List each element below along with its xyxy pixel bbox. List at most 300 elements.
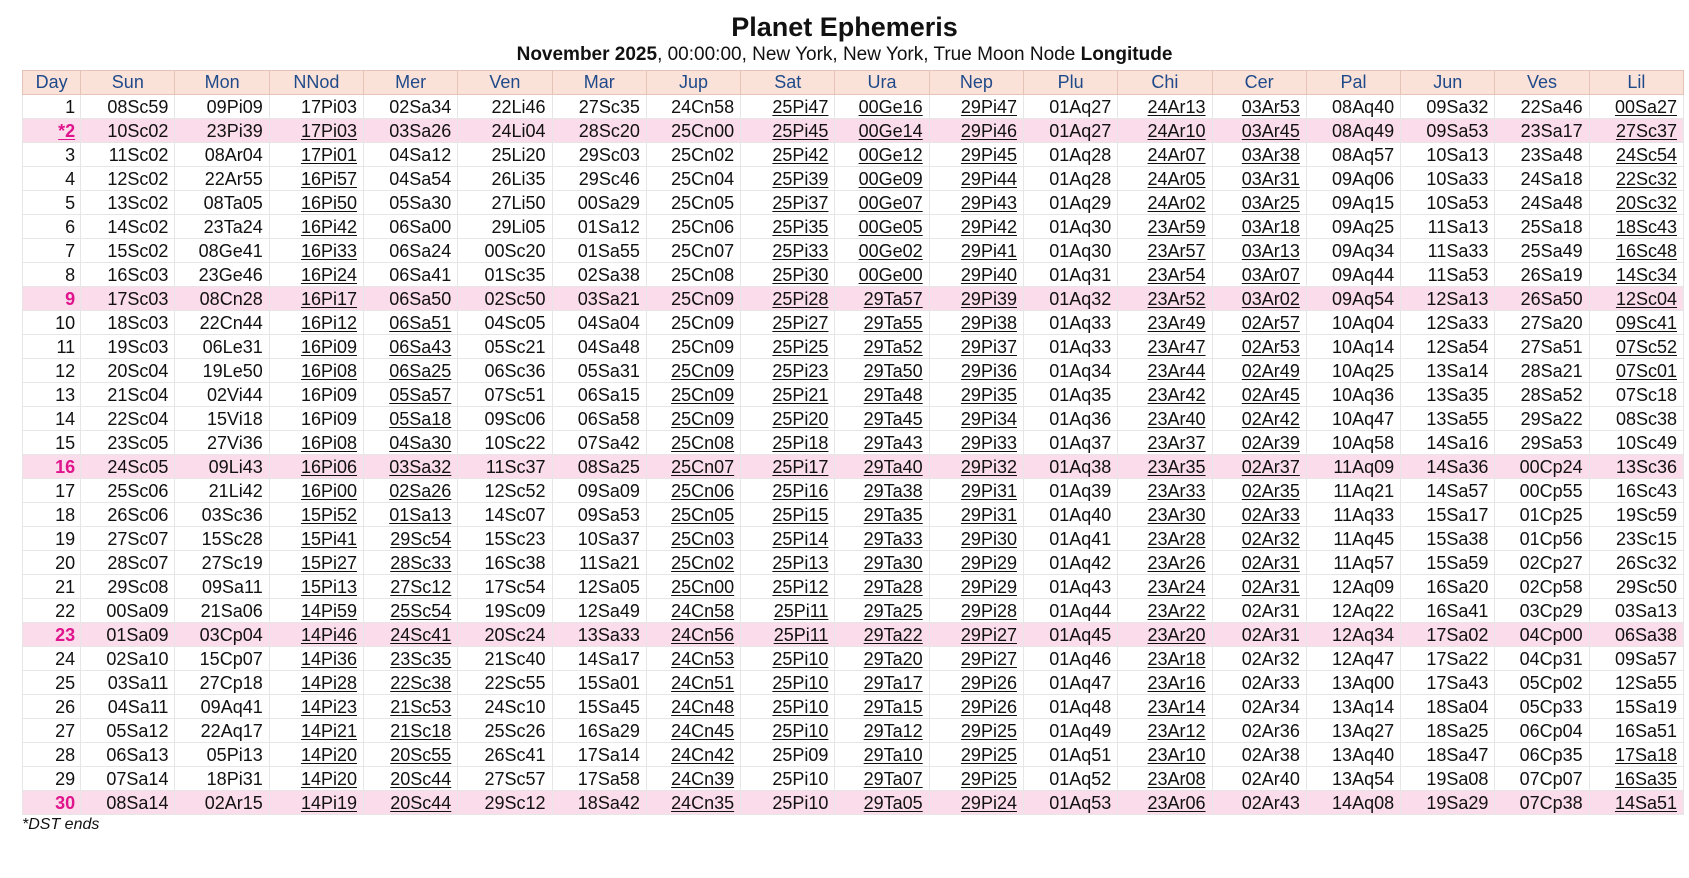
cell-sun: 17Sc03	[81, 287, 175, 311]
cell-plu: 01Aq29	[1023, 191, 1117, 215]
cell-jup: 24Cn35	[646, 791, 740, 815]
cell-cer: 02Ar33	[1212, 503, 1306, 527]
cell-sun: 19Sc03	[81, 335, 175, 359]
cell-pal: 11Aq57	[1306, 551, 1400, 575]
cell-ven: 02Sc50	[458, 287, 552, 311]
cell-pal: 13Aq00	[1306, 671, 1400, 695]
cell-lil: 15Sa19	[1589, 695, 1683, 719]
cell-jun: 09Sa53	[1401, 119, 1495, 143]
cell-jun: 13Sa35	[1401, 383, 1495, 407]
cell-plu: 01Aq33	[1023, 335, 1117, 359]
cell-pal: 11Aq21	[1306, 479, 1400, 503]
cell-pal: 13Aq14	[1306, 695, 1400, 719]
cell-jup: 25Cn03	[646, 527, 740, 551]
cell-plu: 01Aq27	[1023, 95, 1117, 119]
cell-lil: 09Sc41	[1589, 311, 1683, 335]
cell-ven: 05Sc21	[458, 335, 552, 359]
subtitle-coordinate: Longitude	[1080, 44, 1173, 65]
cell-jup: 24Cn39	[646, 767, 740, 791]
cell-sat: 25Pi23	[741, 359, 835, 383]
cell-jun: 17Sa22	[1401, 647, 1495, 671]
cell-ves: 29Sa22	[1495, 407, 1589, 431]
cell-chi: 24Ar13	[1118, 95, 1212, 119]
cell-pal: 08Aq40	[1306, 95, 1400, 119]
cell-jup: 24Cn45	[646, 719, 740, 743]
cell-ura: 29Ta52	[835, 335, 929, 359]
cell-sun: 26Sc06	[81, 503, 175, 527]
column-header-mer: Mer	[364, 71, 458, 95]
cell-sat: 25Pi17	[741, 455, 835, 479]
day-cell: 7	[23, 239, 81, 263]
table-row	[23, 383, 1684, 407]
cell-plu: 01Aq31	[1023, 263, 1117, 287]
cell-nep: 29Pi29	[929, 551, 1023, 575]
cell-ves: 05Cp33	[1495, 695, 1589, 719]
cell-ven: 22Sc55	[458, 671, 552, 695]
cell-mer: 04Sa12	[364, 143, 458, 167]
cell-jun: 14Sa16	[1401, 431, 1495, 455]
cell-sun: 10Sc02	[81, 119, 175, 143]
cell-jup: 24Cn56	[646, 623, 740, 647]
day-cell: 19	[23, 527, 81, 551]
cell-sun: 07Sa14	[81, 767, 175, 791]
cell-nep: 29Pi27	[929, 623, 1023, 647]
table-row	[23, 479, 1684, 503]
cell-ves: 02Cp27	[1495, 551, 1589, 575]
cell-nnod: 14Pi21	[269, 719, 363, 743]
cell-mar: 18Sa42	[552, 791, 646, 815]
cell-nep: 29Pi27	[929, 647, 1023, 671]
cell-cer: 02Ar40	[1212, 767, 1306, 791]
cell-mon: 21Sa06	[175, 599, 269, 623]
cell-pal: 10Aq58	[1306, 431, 1400, 455]
cell-ven: 10Sc22	[458, 431, 552, 455]
cell-sat: 25Pi10	[741, 647, 835, 671]
cell-chi: 23Ar42	[1118, 383, 1212, 407]
cell-sun: 14Sc02	[81, 215, 175, 239]
table-row	[23, 191, 1684, 215]
cell-cer: 02Ar32	[1212, 647, 1306, 671]
cell-nnod: 14Pi20	[269, 767, 363, 791]
cell-nnod: 16Pi09	[269, 407, 363, 431]
cell-jun: 11Sa33	[1401, 239, 1495, 263]
cell-mar: 14Sa17	[552, 647, 646, 671]
table-row	[23, 599, 1684, 623]
day-cell: 23	[23, 623, 81, 647]
cell-ves: 24Sa18	[1495, 167, 1589, 191]
cell-jun: 14Sa57	[1401, 479, 1495, 503]
cell-ura: 29Ta40	[835, 455, 929, 479]
cell-ura: 29Ta10	[835, 743, 929, 767]
table-row	[23, 335, 1684, 359]
cell-jun: 13Sa14	[1401, 359, 1495, 383]
cell-mer: 03Sa26	[364, 119, 458, 143]
cell-nep: 29Pi32	[929, 455, 1023, 479]
cell-plu: 01Aq33	[1023, 311, 1117, 335]
table-row	[23, 143, 1684, 167]
cell-nep: 29Pi26	[929, 671, 1023, 695]
cell-mon: 27Vi36	[175, 431, 269, 455]
day-cell: 20	[23, 551, 81, 575]
cell-plu: 01Aq41	[1023, 527, 1117, 551]
cell-nnod: 16Pi06	[269, 455, 363, 479]
cell-jup: 24Cn58	[646, 95, 740, 119]
cell-pal: 12Aq09	[1306, 575, 1400, 599]
cell-sat: 25Pi10	[741, 671, 835, 695]
cell-jup: 24Cn51	[646, 671, 740, 695]
cell-jup: 24Cn42	[646, 743, 740, 767]
cell-jun: 14Sa36	[1401, 455, 1495, 479]
cell-jup: 25Cn06	[646, 479, 740, 503]
cell-nnod: 16Pi09	[269, 383, 363, 407]
cell-cer: 02Ar45	[1212, 383, 1306, 407]
cell-sun: 05Sa12	[81, 719, 175, 743]
cell-jun: 16Sa20	[1401, 575, 1495, 599]
cell-nnod: 14Pi36	[269, 647, 363, 671]
cell-sat: 25Pi30	[741, 263, 835, 287]
column-header-plu: Plu	[1023, 71, 1117, 95]
cell-ura: 29Ta33	[835, 527, 929, 551]
cell-ven: 15Sc23	[458, 527, 552, 551]
cell-chi: 23Ar16	[1118, 671, 1212, 695]
cell-chi: 23Ar33	[1118, 479, 1212, 503]
cell-mer: 20Sc44	[364, 791, 458, 815]
cell-jup: 25Cn09	[646, 359, 740, 383]
cell-ves: 07Cp38	[1495, 791, 1589, 815]
cell-pal: 10Aq14	[1306, 335, 1400, 359]
cell-mar: 17Sa14	[552, 743, 646, 767]
cell-mar: 06Sa15	[552, 383, 646, 407]
cell-pal: 09Aq25	[1306, 215, 1400, 239]
cell-chi: 23Ar52	[1118, 287, 1212, 311]
cell-chi: 23Ar14	[1118, 695, 1212, 719]
cell-plu: 01Aq27	[1023, 119, 1117, 143]
cell-mer: 05Sa57	[364, 383, 458, 407]
day-cell: 5	[23, 191, 81, 215]
cell-mar: 09Sa09	[552, 479, 646, 503]
cell-cer: 02Ar35	[1212, 479, 1306, 503]
cell-ves: 04Cp00	[1495, 623, 1589, 647]
cell-jun: 15Sa59	[1401, 551, 1495, 575]
cell-ura: 29Ta12	[835, 719, 929, 743]
cell-sat: 25Pi15	[741, 503, 835, 527]
cell-nep: 29Pi42	[929, 215, 1023, 239]
cell-sun: 20Sc04	[81, 359, 175, 383]
cell-nep: 29Pi37	[929, 335, 1023, 359]
cell-ven: 09Sc06	[458, 407, 552, 431]
cell-cer: 03Ar13	[1212, 239, 1306, 263]
cell-cer: 02Ar34	[1212, 695, 1306, 719]
cell-jun: 17Sa02	[1401, 623, 1495, 647]
cell-mar: 12Sa05	[552, 575, 646, 599]
table-row	[23, 767, 1684, 791]
cell-ura: 29Ta50	[835, 359, 929, 383]
day-cell: 1	[23, 95, 81, 119]
cell-lil: 19Sc59	[1589, 503, 1683, 527]
cell-jun: 18Sa25	[1401, 719, 1495, 743]
cell-nep: 29Pi44	[929, 167, 1023, 191]
cell-mer: 22Sc38	[364, 671, 458, 695]
cell-nnod: 14Pi28	[269, 671, 363, 695]
day-cell: 4	[23, 167, 81, 191]
cell-jun: 15Sa17	[1401, 503, 1495, 527]
cell-lil: 06Sa38	[1589, 623, 1683, 647]
cell-nnod: 16Pi00	[269, 479, 363, 503]
day-cell: 28	[23, 743, 81, 767]
cell-nep: 29Pi40	[929, 263, 1023, 287]
column-header-sat: Sat	[741, 71, 835, 95]
cell-nep: 29Pi25	[929, 719, 1023, 743]
cell-jun: 12Sa33	[1401, 311, 1495, 335]
cell-plu: 01Aq53	[1023, 791, 1117, 815]
cell-lil: 10Sc49	[1589, 431, 1683, 455]
table-row	[23, 695, 1684, 719]
cell-plu: 01Aq51	[1023, 743, 1117, 767]
table-row	[23, 311, 1684, 335]
cell-jun: 18Sa04	[1401, 695, 1495, 719]
cell-sat: 25Pi09	[741, 743, 835, 767]
cell-ves: 28Sa52	[1495, 383, 1589, 407]
cell-mon: 02Vi44	[175, 383, 269, 407]
cell-ura: 29Ta57	[835, 287, 929, 311]
table-row	[23, 455, 1684, 479]
day-cell: 9	[23, 287, 81, 311]
cell-chi: 23Ar06	[1118, 791, 1212, 815]
cell-mon: 22Ar55	[175, 167, 269, 191]
cell-ura: 29Ta17	[835, 671, 929, 695]
cell-mer: 27Sc12	[364, 575, 458, 599]
column-header-jun: Jun	[1401, 71, 1495, 95]
cell-jup: 24Cn58	[646, 599, 740, 623]
cell-mar: 10Sa37	[552, 527, 646, 551]
cell-nnod: 14Pi59	[269, 599, 363, 623]
cell-mon: 05Pi13	[175, 743, 269, 767]
cell-nep: 29Pi43	[929, 191, 1023, 215]
cell-mon: 22Cn44	[175, 311, 269, 335]
cell-cer: 02Ar39	[1212, 431, 1306, 455]
cell-jup: 25Cn09	[646, 287, 740, 311]
cell-mon: 09Li43	[175, 455, 269, 479]
cell-cer: 02Ar31	[1212, 575, 1306, 599]
cell-jun: 11Sa53	[1401, 263, 1495, 287]
cell-cer: 02Ar49	[1212, 359, 1306, 383]
cell-chi: 23Ar12	[1118, 719, 1212, 743]
cell-plu: 01Aq47	[1023, 671, 1117, 695]
cell-sat: 25Pi28	[741, 287, 835, 311]
cell-cer: 02Ar31	[1212, 623, 1306, 647]
cell-lil: 17Sa18	[1589, 743, 1683, 767]
cell-ura: 29Ta22	[835, 623, 929, 647]
cell-ves: 03Cp29	[1495, 599, 1589, 623]
cell-mer: 21Sc53	[364, 695, 458, 719]
cell-ven: 04Sc05	[458, 311, 552, 335]
cell-cer: 02Ar43	[1212, 791, 1306, 815]
cell-ven: 20Sc24	[458, 623, 552, 647]
table-row	[23, 407, 1684, 431]
cell-mer: 20Sc44	[364, 767, 458, 791]
cell-nep: 29Pi24	[929, 791, 1023, 815]
cell-mon: 08Ar04	[175, 143, 269, 167]
cell-sun: 03Sa11	[81, 671, 175, 695]
cell-mar: 11Sa21	[552, 551, 646, 575]
cell-ves: 07Cp07	[1495, 767, 1589, 791]
cell-ura: 00Ge09	[835, 167, 929, 191]
table-row	[23, 791, 1684, 815]
cell-sat: 25Pi27	[741, 311, 835, 335]
cell-plu: 01Aq42	[1023, 551, 1117, 575]
cell-sat: 25Pi45	[741, 119, 835, 143]
cell-ven: 16Sc38	[458, 551, 552, 575]
cell-sat: 25Pi18	[741, 431, 835, 455]
cell-mer: 02Sa26	[364, 479, 458, 503]
cell-lil: 14Sa51	[1589, 791, 1683, 815]
cell-nep: 29Pi46	[929, 119, 1023, 143]
cell-sat: 25Pi11	[741, 623, 835, 647]
cell-ura: 00Ge00	[835, 263, 929, 287]
cell-cer: 02Ar31	[1212, 599, 1306, 623]
cell-plu: 01Aq35	[1023, 383, 1117, 407]
cell-ura: 00Ge16	[835, 95, 929, 119]
cell-ura: 29Ta20	[835, 647, 929, 671]
cell-mar: 06Sa58	[552, 407, 646, 431]
cell-ura: 00Ge02	[835, 239, 929, 263]
column-header-ura: Ura	[835, 71, 929, 95]
cell-sun: 15Sc02	[81, 239, 175, 263]
cell-lil: 16Sa51	[1589, 719, 1683, 743]
cell-sat: 25Pi37	[741, 191, 835, 215]
cell-mer: 06Sa24	[364, 239, 458, 263]
day-cell: 30	[23, 791, 81, 815]
table-row	[23, 431, 1684, 455]
cell-mar: 16Sa29	[552, 719, 646, 743]
cell-jun: 19Sa29	[1401, 791, 1495, 815]
cell-jup: 25Cn02	[646, 143, 740, 167]
cell-ves: 26Sa19	[1495, 263, 1589, 287]
cell-plu: 01Aq30	[1023, 239, 1117, 263]
cell-jun: 17Sa43	[1401, 671, 1495, 695]
cell-plu: 01Aq49	[1023, 719, 1117, 743]
cell-nep: 29Pi33	[929, 431, 1023, 455]
cell-mon: 27Cp18	[175, 671, 269, 695]
cell-sat: 25Pi42	[741, 143, 835, 167]
cell-ura: 29Ta35	[835, 503, 929, 527]
cell-mon: 09Sa11	[175, 575, 269, 599]
cell-chi: 23Ar30	[1118, 503, 1212, 527]
cell-sat: 25Pi10	[741, 695, 835, 719]
cell-nnod: 16Pi17	[269, 287, 363, 311]
cell-cer: 02Ar57	[1212, 311, 1306, 335]
cell-nnod: 16Pi24	[269, 263, 363, 287]
cell-mer: 20Sc55	[364, 743, 458, 767]
cell-sat: 25Pi39	[741, 167, 835, 191]
table-row	[23, 671, 1684, 695]
cell-ves: 02Cp58	[1495, 575, 1589, 599]
cell-lil: 29Sc50	[1589, 575, 1683, 599]
cell-mon: 02Ar15	[175, 791, 269, 815]
cell-chi: 24Ar10	[1118, 119, 1212, 143]
cell-cer: 03Ar53	[1212, 95, 1306, 119]
cell-sun: 23Sc05	[81, 431, 175, 455]
cell-pal: 12Aq22	[1306, 599, 1400, 623]
cell-mer: 06Sa50	[364, 287, 458, 311]
column-header-cer: Cer	[1212, 71, 1306, 95]
footnote: *DST ends	[22, 816, 100, 833]
cell-lil: 09Sa57	[1589, 647, 1683, 671]
day-cell: 11	[23, 335, 81, 359]
cell-ven: 25Sc26	[458, 719, 552, 743]
day-cell: 29	[23, 767, 81, 791]
day-cell: 27	[23, 719, 81, 743]
cell-sat: 25Pi21	[741, 383, 835, 407]
table-row	[23, 743, 1684, 767]
cell-mer: 06Sa41	[364, 263, 458, 287]
column-header-day: Day	[23, 71, 81, 95]
ephemeris-table	[22, 70, 1684, 815]
cell-nnod: 15Pi13	[269, 575, 363, 599]
cell-sun: 08Sa14	[81, 791, 175, 815]
cell-ura: 29Ta28	[835, 575, 929, 599]
cell-mer: 01Sa13	[364, 503, 458, 527]
cell-lil: 23Sc15	[1589, 527, 1683, 551]
cell-mon: 06Le31	[175, 335, 269, 359]
cell-ura: 29Ta15	[835, 695, 929, 719]
cell-mer: 06Sa43	[364, 335, 458, 359]
cell-pal: 13Aq40	[1306, 743, 1400, 767]
cell-pal: 09Aq06	[1306, 167, 1400, 191]
cell-mer: 02Sa34	[364, 95, 458, 119]
cell-pal: 13Aq54	[1306, 767, 1400, 791]
cell-mar: 29Sc46	[552, 167, 646, 191]
cell-sun: 29Sc08	[81, 575, 175, 599]
cell-mer: 05Sa30	[364, 191, 458, 215]
page-title: Planet Ephemeris	[731, 12, 958, 42]
cell-nep: 29Pi41	[929, 239, 1023, 263]
cell-mer: 06Sa51	[364, 311, 458, 335]
cell-plu: 01Aq38	[1023, 455, 1117, 479]
cell-chi: 23Ar26	[1118, 551, 1212, 575]
cell-nep: 29Pi28	[929, 599, 1023, 623]
cell-cer: 02Ar32	[1212, 527, 1306, 551]
cell-nnod: 16Pi50	[269, 191, 363, 215]
cell-nnod: 16Pi33	[269, 239, 363, 263]
cell-mon: 23Ta24	[175, 215, 269, 239]
day-cell: 22	[23, 599, 81, 623]
cell-mon: 09Aq41	[175, 695, 269, 719]
column-header-nnod: NNod	[269, 71, 363, 95]
cell-cer: 03Ar02	[1212, 287, 1306, 311]
cell-cer: 03Ar38	[1212, 143, 1306, 167]
cell-ven: 06Sc36	[458, 359, 552, 383]
cell-pal: 09Aq34	[1306, 239, 1400, 263]
cell-mon: 08Ta05	[175, 191, 269, 215]
cell-ven: 22Li46	[458, 95, 552, 119]
cell-pal: 09Aq44	[1306, 263, 1400, 287]
cell-ven: 21Sc40	[458, 647, 552, 671]
cell-sun: 01Sa09	[81, 623, 175, 647]
cell-ven: 14Sc07	[458, 503, 552, 527]
table-row	[23, 551, 1684, 575]
cell-chi: 23Ar24	[1118, 575, 1212, 599]
cell-nep: 29Pi25	[929, 767, 1023, 791]
cell-mon: 23Pi39	[175, 119, 269, 143]
cell-mer: 29Sc54	[364, 527, 458, 551]
cell-nnod: 16Pi42	[269, 215, 363, 239]
cell-nnod: 17Pi01	[269, 143, 363, 167]
cell-sun: 11Sc02	[81, 143, 175, 167]
table-row	[23, 239, 1684, 263]
cell-ven: 29Sc12	[458, 791, 552, 815]
cell-sat: 25Pi10	[741, 719, 835, 743]
